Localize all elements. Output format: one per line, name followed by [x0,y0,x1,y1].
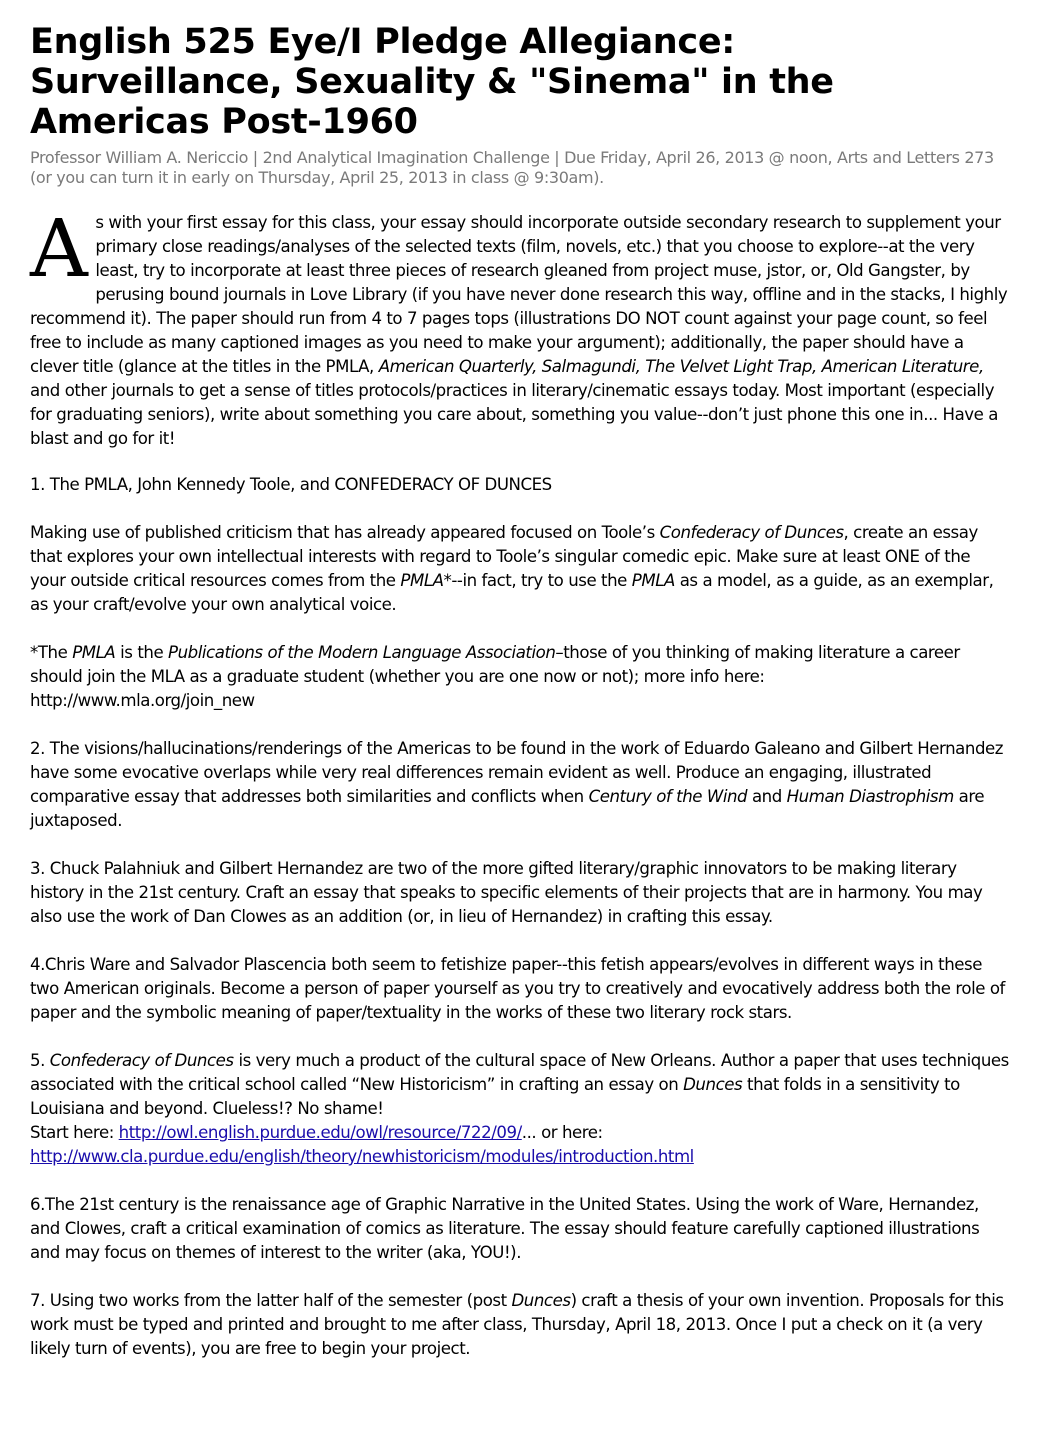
item-2-text: are juxtaposed. [30,787,985,830]
course-info-subtitle: Professor William A. Nericcio | 2nd Analytical Imagination Challenge | Due Friday, April 26, 2013 @ noon, Arts and Letters 273 (or you can turn it in early on Thursday, April 25, 2013 in class @ 9:30am). [30,148,994,187]
item-3-paragraph: 3. Chuck Palahniuk and Gilbert Hernandez are two of the more gifted literary/graphic innovators to be making literary history in the 21st century. Craft an essay that speaks to specific elements of their projects that are in harmony. You may also use the work of Dan Clowes as an addition (or, in lieu of Hernandez) in crafting this essay. [30,859,983,926]
item-5-text: Start here: [30,1123,119,1142]
title-line-1: English 525 Eye/I Pledge Allegiance: [30,22,736,62]
purdue-owl-link[interactable]: http://owl.english.purdue.edu/owl/resource/722/09/ [118,1123,522,1142]
item-1-text: Making use of published criticism that has already appeared focused on Toole’s [30,523,660,542]
intro-journals: American Quarterly, Salmagundi, The Velvet Light Trap, American Literature, [378,357,984,376]
item-1-text: , create an essay that explores your own intellectual interests with regard to Toole’s singular comedic epic. Make sure at least ONE of the your outside critical resources comes from the [30,523,978,590]
item-1-em: PMLA [631,571,675,590]
item-1-paragraph [30,521,1009,617]
mla-url: http://www.mla.org/join_new [30,691,255,710]
item-7-text: 7. Using two works from the latter half of the semester (post [30,1291,512,1310]
item-2-em: Human Diastrophism [786,787,954,806]
intro-text-a: s with your first essay for this class, your essay should incorporate outside secondary research to supplement your primary close readings/analyses of the selected texts (film, novels, etc.) that you choose to explore--at the very least, try to incorporate at least three pieces of research gleaned from project muse, jstor, or, Old Gangster, by perusing bound journals in Love Library (if you have never done research this way, offline and in the stacks, I highly recommend it). The paper should run from 4 to 7 pages tops (illustrations DO NOT count against your page count, so feel free to include as many captioned images as you need to make your argument); additionally, the paper should have a clever title (glance at the titles in the PMLA, [30,213,1008,376]
intro-paragraph [30,202,1009,451]
footnote-text: –those of you thinking of making literature a career should join the MLA as a graduate student (whether you are one now or not); more info here: [30,643,960,686]
footnote-text: is the [115,643,169,662]
item-2-text: and [747,787,787,806]
intro-text-b: and other journals to get a sense of titles protocols/practices in literary/cinematic essays today. Most important (especially for graduating seniors), write about something you care about, something you value--don’t just phone this one in... Have a blast and go for it! [30,381,998,448]
item-7-em: Dunces [511,1291,571,1310]
item-1-em: Confederacy of Dunces [659,523,844,542]
item-5-paragraph [30,1049,1009,1169]
title-line-3: Americas Post-1960 [30,102,418,142]
item-5-text: that folds in a sensitivity to Louisiana and beyond. Clueless!? No shame! [30,1075,960,1118]
purdue-theory-link[interactable]: http://www.cla.purdue.edu/english/theory/newhistoricism/modules/introduction.html [30,1147,694,1166]
item-5-text: 5. [30,1051,50,1070]
item-4-paragraph: 4.Chris Ware and Salvador Plascencia both seem to fetishize paper--this fetish appears/evolves in different ways in these two American originals. Become a person of paper yourself as you try to creatively and evocatively address both the role of paper and the symbolic meaning of paper/textuality in the works of these two literary rock stars. [30,955,1005,1022]
item-7-text: ) craft a thesis of your own invention. Proposals for this work must be typed and printed and brought to me after class, Thursday, April 18, 2013. Once I put a check on it (a very likely turn of events), you are free to begin your project. [30,1291,1004,1358]
item-5-em: Confederacy of Dunces [49,1051,234,1070]
drop-cap: A [30,202,88,295]
item-5-text: is very much a product of the cultural space of New Orleans. Author a paper that uses techniques associated with the critical school called “New Historicism” in crafting an essay on [30,1051,1009,1094]
item-1-text: *--in fact, try to use the [443,571,632,590]
title-line-2: Surveillance, Sexuality & "Sinema" in the [30,62,834,102]
item-7-paragraph [30,1289,1009,1361]
item-6-paragraph: 6.The 21st century is the renaissance age of Graphic Narrative in the United States. Using the work of Ware, Hernandez, and Clowes, craft a critical examination of comics as literature. The essay should feature carefully captioned illustrations and may focus on themes of interest to the writer (aka, YOU!). [30,1195,980,1262]
pmla-footnote [30,641,1009,713]
item-1-text: as a model, as a guide, as an exemplar, as your craft/evolve your own analytical voice. [30,571,994,614]
item-5-text: ... or here: [521,1123,603,1142]
item-5-em: Dunces [683,1075,743,1094]
item-1-heading: 1. The PMLA, John Kennedy Toole, and CONFEDERACY OF DUNCES [30,475,552,494]
footnote-text: *The [30,643,73,662]
page-title [30,22,1009,142]
item-2-em: Century of the Wind [588,787,748,806]
item-1-em: PMLA [400,571,444,590]
item-2-text: 2. The visions/hallucinations/renderings of the Americas to be found in the work of Eduardo Galeano and Gilbert Hernandez have some evocative overlaps while very real differences remain evident as well. Produce an engaging, illustrated comparative essay that addresses both similarities and conflicts when [30,739,1004,806]
item-2-paragraph [30,737,1009,833]
footnote-em: Publications of the Modern Language Association [168,643,556,662]
footnote-em: PMLA [72,643,116,662]
